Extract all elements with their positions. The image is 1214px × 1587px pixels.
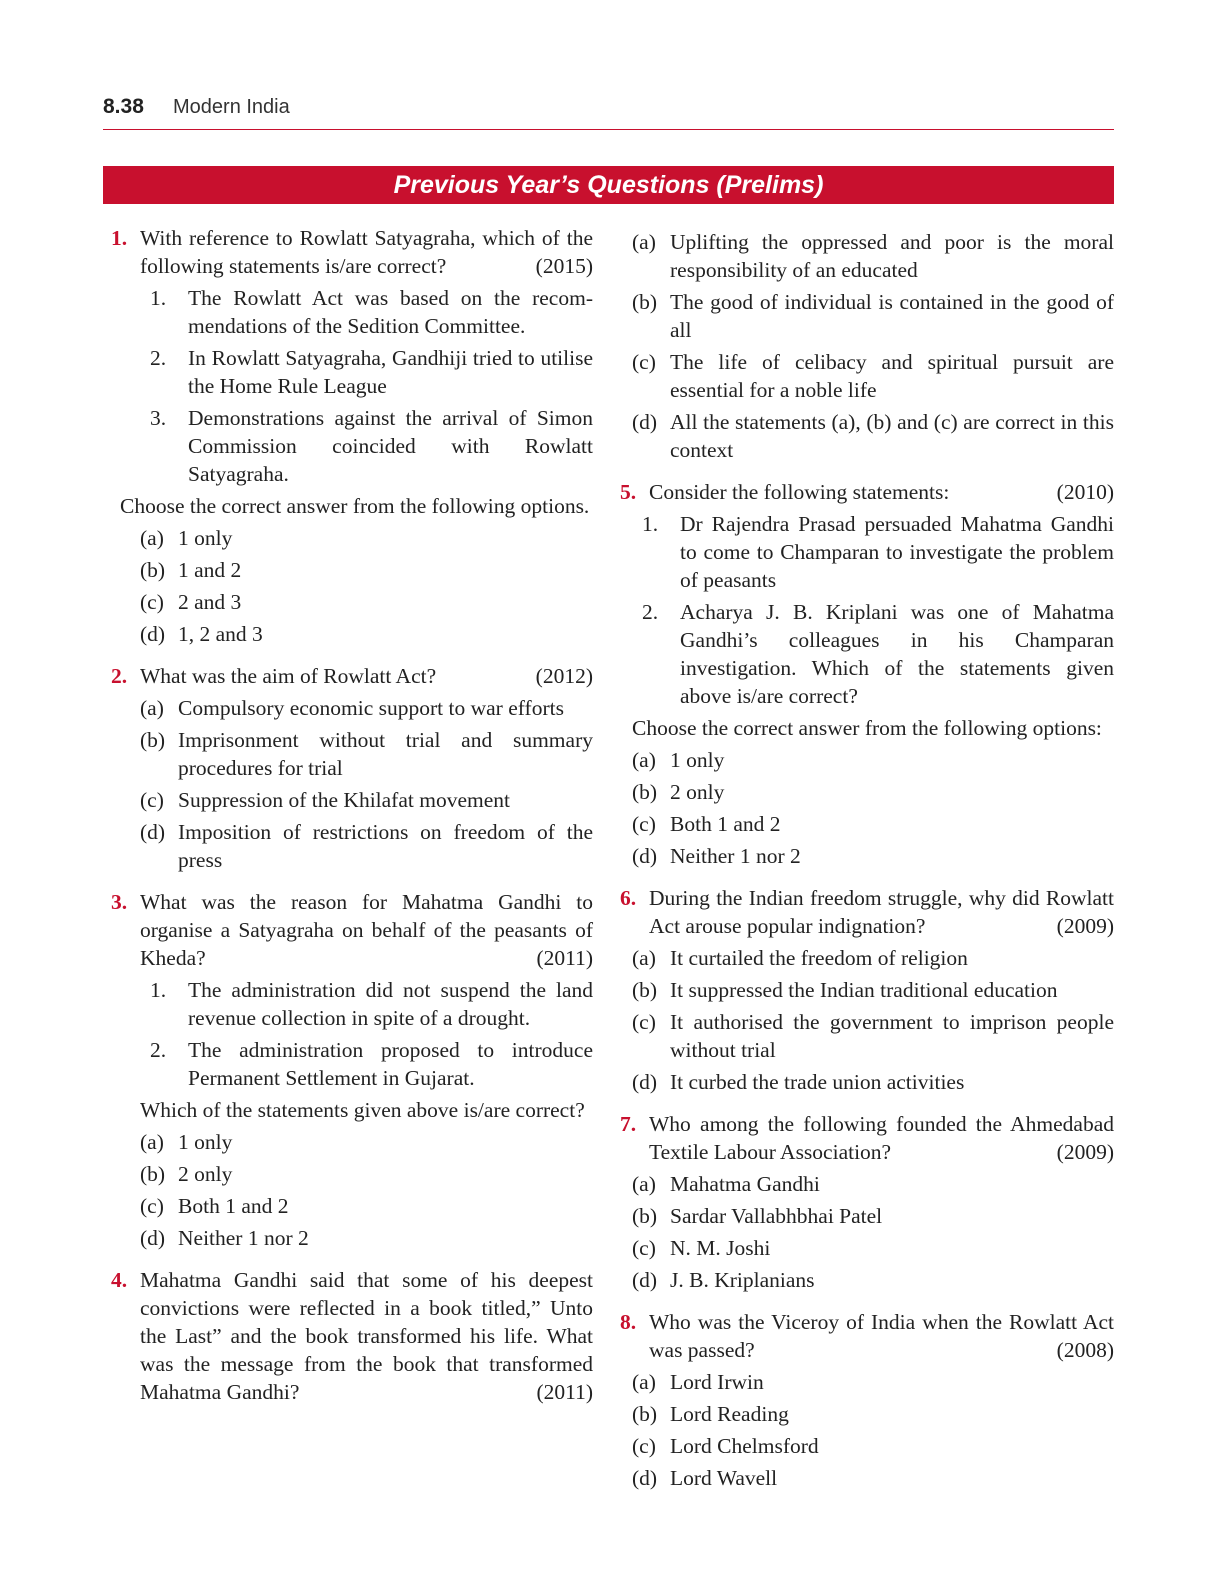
question-3: [111, 888, 593, 1252]
option: (c) Lord Chelmsford: [632, 1434, 819, 1458]
option: (d) Neither 1 nor 2: [632, 844, 801, 868]
option: (a) It curtailed the freedom of religion: [632, 946, 968, 970]
question-year: (2010): [1056, 480, 1114, 504]
question-5: [620, 478, 1114, 870]
question-text: Who was the Viceroy of India when the Rowlatt Act was passed? (2008): [649, 1310, 1114, 1362]
statement: 2. The administration proposed to introduce Permanent Settlement in Gujarat.: [150, 1038, 593, 1090]
option: (b) 2 only: [140, 1162, 233, 1186]
option: (c) Suppression of the Khilafat movement: [140, 788, 510, 812]
question-year: (2009): [1056, 1140, 1114, 1164]
left-column: [111, 224, 593, 1420]
option: (c) N. M. Joshi: [632, 1236, 771, 1260]
option: (c) Both 1 and 2: [140, 1194, 289, 1218]
question-number: 7.: [620, 1112, 637, 1136]
question-4: [111, 1266, 593, 1406]
question-year: (2012): [535, 664, 593, 688]
question-year: (2011): [536, 1380, 593, 1404]
question-year: (2015): [535, 254, 593, 278]
option: (b) 1 and 2: [140, 558, 242, 582]
question-8: [620, 1308, 1114, 1492]
question-text: During the Indian freedom struggle, why did Rowlatt Act arouse popular indignation? (2009): [649, 886, 1114, 938]
section-title: Modern India: [173, 96, 290, 118]
options-list: [632, 1368, 1114, 1492]
question-1: [111, 224, 593, 648]
question-2: [111, 662, 593, 874]
option: (c) Both 1 and 2: [632, 812, 781, 836]
question-instruction: Choose the correct answer from the following options:: [632, 716, 1102, 740]
options-list: [632, 746, 1114, 870]
option: (d) 1, 2 and 3: [140, 622, 263, 646]
option: (b) Imprisonment without trial and summary procedures for trial: [140, 728, 593, 780]
options-list: [140, 694, 593, 874]
question-text: Who among the following founded the Ahmedabad Textile Labour Association? (2009): [649, 1112, 1114, 1164]
right-column: [620, 224, 1114, 1506]
question-text: Mahatma Gandhi said that some of his deepest convictions were reflected in a book titled,” Unto the Last” and the book transformed his life. What was the message from the book that transformed Mahatma Gandhi? (2011): [140, 1268, 593, 1404]
statement: 2. In Rowlatt Satyagraha, Gandhiji tried to utilise the Home Rule League: [150, 346, 593, 398]
question-instruction: Choose the correct answer from the following options.: [120, 494, 590, 518]
question-number: 6.: [620, 886, 637, 910]
option: (b) Sardar Vallabhbhai Patel: [632, 1204, 883, 1228]
option: (b) Lord Reading: [632, 1402, 789, 1426]
section-banner: [103, 166, 1114, 204]
question-number: 4.: [111, 1268, 128, 1292]
question-7: [620, 1110, 1114, 1294]
option: (a) 1 only: [140, 1130, 233, 1154]
question-4-options: [632, 228, 1114, 464]
statement: 3. Demonstrations against the arrival of Simon Commission coincided with Rowlatt Satyagraha.: [150, 406, 593, 486]
option: (a) Lord Irwin: [632, 1370, 764, 1394]
option: (a) Compulsory economic support to war efforts: [140, 696, 564, 720]
statement: 2. Acharya J. B. Kriplani was one of Mahatma Gandhi’s colleagues in his Champaran investigation. Which of the statements given above is/are correct?: [642, 600, 1114, 708]
question-text: What was the aim of Rowlatt Act? (2012): [140, 664, 593, 688]
option: (a) Mahatma Gandhi: [632, 1172, 820, 1196]
question-number: 8.: [620, 1310, 637, 1334]
question-number: 3.: [111, 890, 128, 914]
statement: 1. The Rowlatt Act was based on the recommendations of the Sedition Committee.: [150, 286, 593, 338]
options-list: [140, 524, 593, 648]
option: (d) All the statements (a), (b) and (c) are correct in this context: [632, 410, 1114, 462]
question-text: What was the reason for Mahatma Gandhi to organise a Satyagraha on behalf of the peasants of Kheda? (2011): [140, 890, 593, 970]
option: (d) Neither 1 nor 2: [140, 1226, 309, 1250]
options-list: [632, 944, 1114, 1096]
question-number: 1.: [111, 226, 128, 250]
option: (d) Lord Wavell: [632, 1466, 778, 1490]
options-list: [140, 1128, 593, 1252]
question-year: (2009): [1056, 914, 1114, 938]
options-list: [632, 228, 1114, 464]
option: (c) It authorised the government to imprison people without trial: [632, 1010, 1114, 1062]
page-number: 8.38: [103, 95, 144, 118]
option: (d) Imposition of restrictions on freedom of the press: [140, 820, 593, 872]
banner-title: Previous Year’s Questions (Prelims): [393, 171, 824, 199]
page-header: [103, 95, 1114, 130]
statement: 1. The administration did not suspend the land revenue collection in spite of a drought.: [150, 978, 593, 1030]
options-list: [632, 1170, 1114, 1294]
option: (d) It curbed the trade union activities: [632, 1070, 965, 1094]
question-number: 2.: [111, 664, 128, 688]
option: (a) 1 only: [140, 526, 233, 550]
question-year: (2008): [1056, 1338, 1114, 1362]
option: (a) 1 only: [632, 748, 725, 772]
statement: 1. Dr Rajendra Prasad persuaded Mahatma Gandhi to come to Champaran to investigate the problem of peasants: [642, 512, 1114, 592]
question-number: 5.: [620, 480, 637, 504]
option: (c) 2 and 3: [140, 590, 242, 614]
question-text: Consider the following statements: (2010): [649, 480, 1114, 504]
question-year: (2011): [536, 946, 593, 970]
option: (d) J. B. Kriplanians: [632, 1268, 815, 1292]
option: (b) 2 only: [632, 780, 725, 804]
question-6: [620, 884, 1114, 1096]
question-text: With reference to Rowlatt Satyagraha, which of the following statements is/are correct? (2015): [140, 226, 593, 278]
question-instruction: Which of the statements given above is/are correct?: [140, 1098, 585, 1122]
option: (b) It suppressed the Indian traditional education: [632, 978, 1058, 1002]
option: (c) The life of celibacy and spiritual pursuit are essential for a noble life: [632, 350, 1114, 402]
option: (b) The good of individual is contained in the good of all: [632, 290, 1114, 342]
option: (a) Uplifting the oppressed and poor is the moral responsibility of an educated: [632, 230, 1114, 282]
